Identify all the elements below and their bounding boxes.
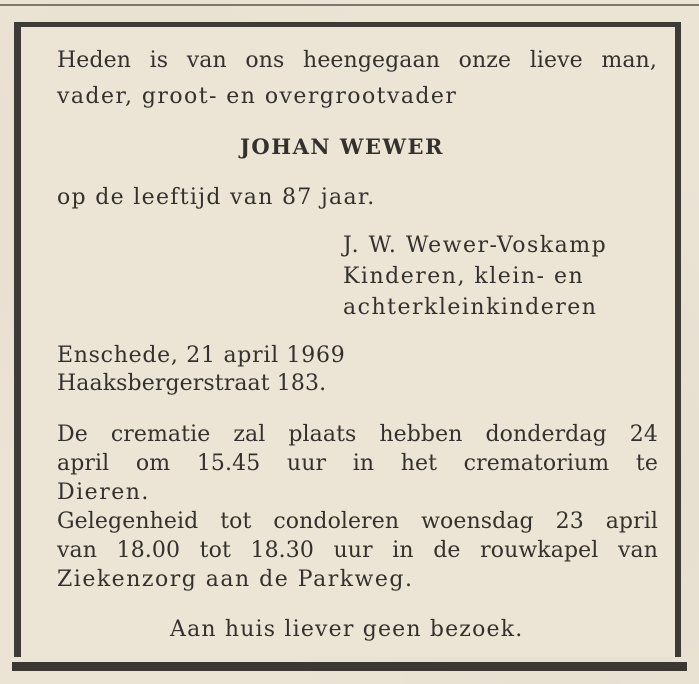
page-top-rule	[0, 4, 699, 6]
address: Haaksbergerstraat 183.	[57, 371, 327, 396]
deceased-name: JOHAN WEWER	[240, 134, 445, 159]
condolence-line-2: van 18.00 tot 18.30 uur in de rouwkapel van	[57, 538, 658, 563]
family-line-3: achterkleinkinderen	[343, 295, 598, 320]
condolence-line-1: Gelegenheid tot condoleren woensdag 23 april	[57, 509, 658, 534]
family-line-1: J. W. Wewer-Voskamp	[343, 233, 608, 258]
closing-line: Aan huis liever geen bezoek.	[170, 617, 524, 642]
intro-line-2: vader, groot- en overgrootvader	[57, 84, 458, 109]
notice-bottom-rule	[12, 662, 687, 671]
place-date: Enschede, 21 april 1969	[57, 343, 346, 368]
family-line-2: Kinderen, klein- en	[343, 264, 585, 289]
cremation-line-3: Dieren.	[57, 480, 150, 505]
cremation-line-2: april om 15.45 uur in het crematorium te	[57, 451, 658, 476]
age-line: op de leeftijd van 87 jaar.	[57, 185, 376, 210]
intro-line-1: Heden is van ons heengegaan onze lieve man,	[57, 48, 657, 73]
condolence-line-3: Ziekenzorg aan de Parkweg.	[57, 567, 414, 592]
cremation-line-1: De crematie zal plaats hebben donderdag 24	[57, 422, 658, 447]
